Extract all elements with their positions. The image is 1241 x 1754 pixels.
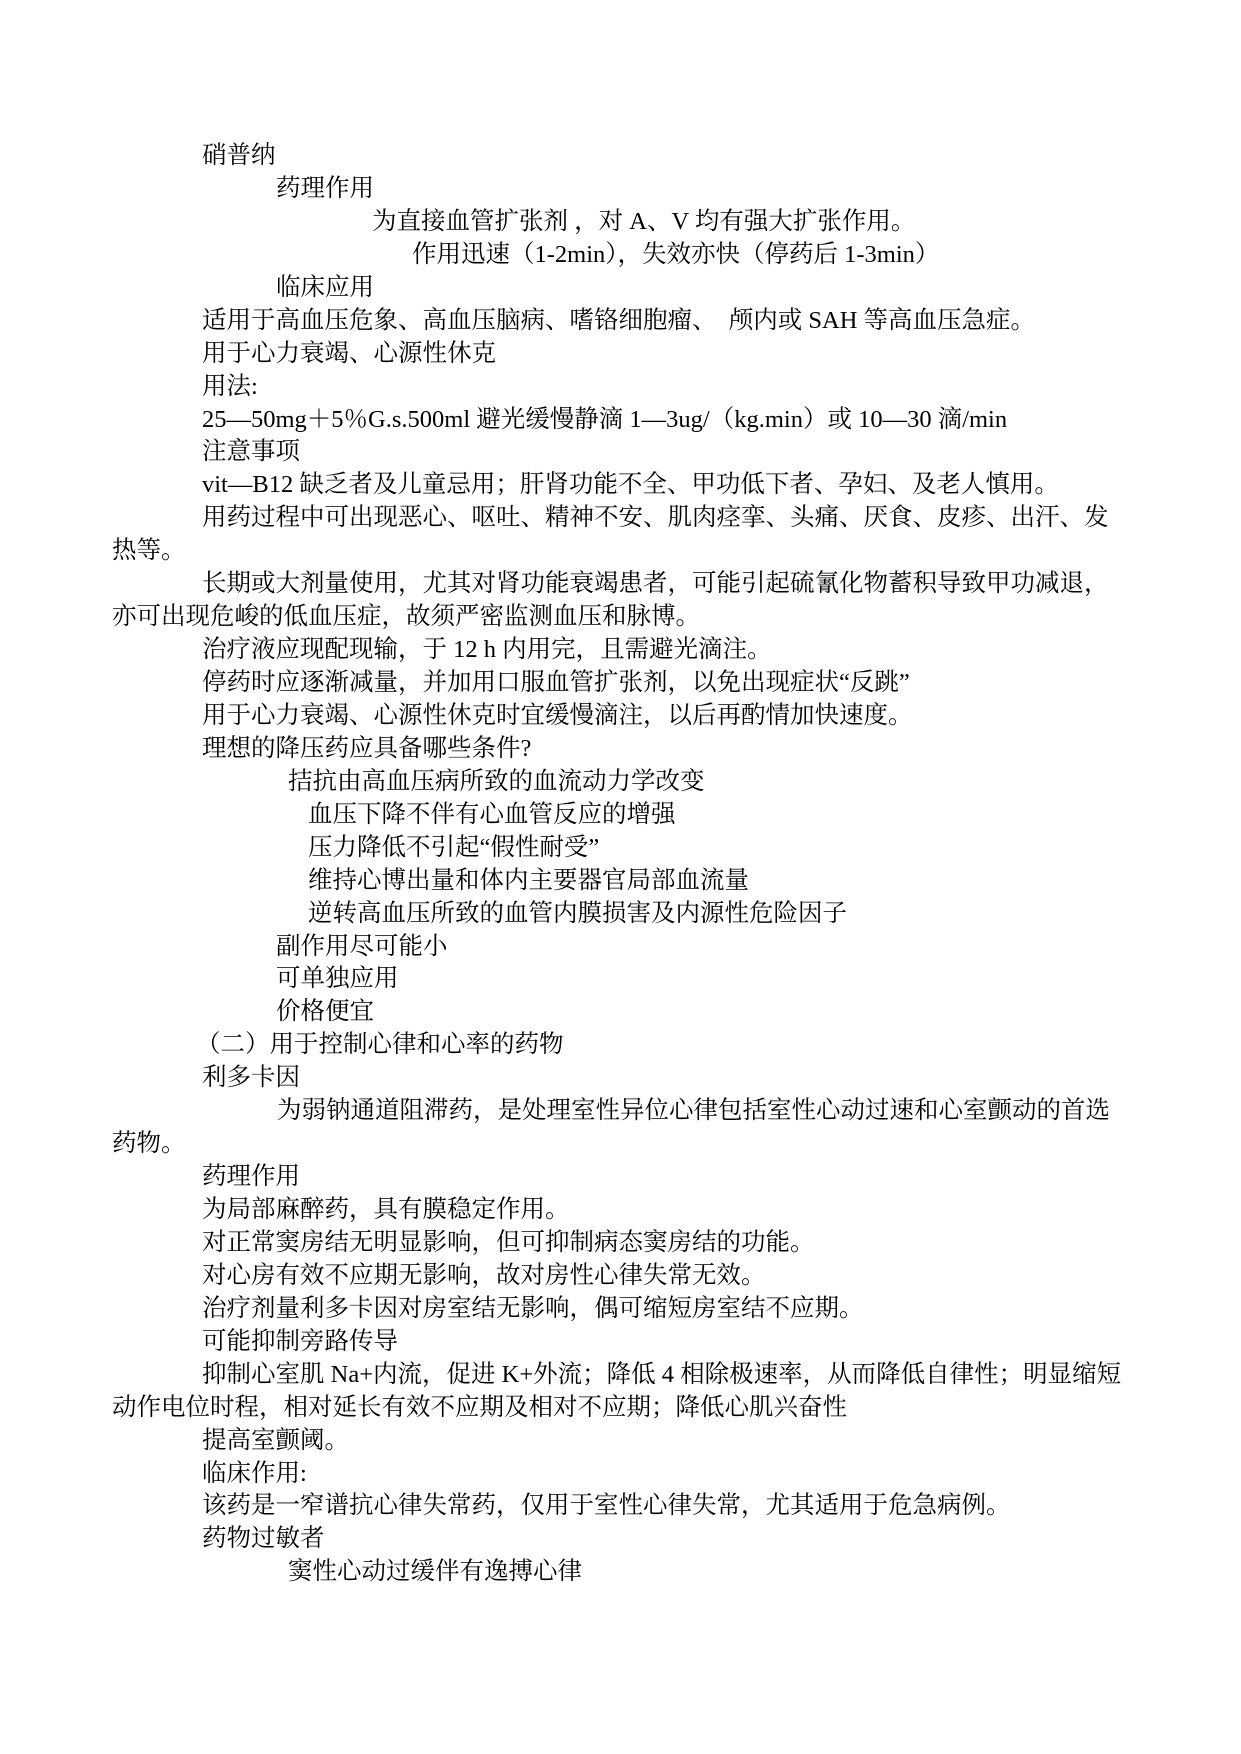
document-line: 对心房有效不应期无影响，故对房性心律失常无效。 bbox=[202, 1261, 766, 1289]
document-line: 适用于高血压危象、高血压脑病、嗜铬细胞瘤、 颅内或 SAH 等高血压急症。 bbox=[202, 306, 1036, 334]
document-line: 提高室颤阈。 bbox=[202, 1426, 349, 1454]
document-line: 价格便宜 bbox=[276, 998, 374, 1026]
document-line: 压力降低不引起“假性耐受” bbox=[308, 833, 600, 861]
document-line: 作用迅速（1-2min），失效亦快（停药后 1-3min） bbox=[412, 240, 940, 268]
document-line: 药物过敏者 bbox=[202, 1525, 325, 1553]
document-line: 该药是一窄谱抗心律失常药，仅用于室性心律失常，尤其适用于危急病例。 bbox=[202, 1492, 1011, 1520]
document-line: 25—50mg＋5％G.s.500ml 避光缓慢静滴 1—3ug/（kg.min）或 10—30 滴/min bbox=[202, 405, 1008, 433]
document-line: 为直接血管扩张剂 ，对 A、V 均有强大扩张作用。 bbox=[372, 207, 916, 235]
document-body bbox=[112, 140, 1129, 1589]
document-line: 药理作用 bbox=[202, 1163, 300, 1191]
document-line: 治疗液应现配现输，于 12 h 内用完，且需避光滴注。 bbox=[202, 636, 772, 664]
document-line: 副作用尽可能小 bbox=[276, 932, 448, 960]
document-line: （二）用于控制心律和心率的药物 bbox=[196, 1031, 564, 1059]
document-line: 为弱钠通道阻滞药，是处理室性异位心律包括室性心动过速和心室颤动的首选药物。 bbox=[112, 1097, 1110, 1158]
document-line: 抑制心室肌 Na+内流，促进 K+外流；降低 4 相除极速率，从而降低自律性；明显缩短动作电位时程，相对延长有效不应期及相对不应期；降低心肌兴奋性 bbox=[112, 1360, 1122, 1421]
document-line: 注意事项 bbox=[202, 438, 300, 466]
document-line: 硝普纳 bbox=[202, 142, 276, 169]
document-line: 治疗剂量利多卡因对房室结无影响，偶可缩短房室结不应期。 bbox=[202, 1294, 864, 1322]
document-line: 逆转高血压所致的血管内膜损害及内源性危险因子 bbox=[308, 899, 847, 927]
document-line: 理想的降压药应具备哪些条件? bbox=[202, 734, 532, 762]
document-line: 停药时应逐渐减量，并加用口服血管扩张剂，以免出现症状“反跳” bbox=[202, 669, 910, 696]
document-line: 用法: bbox=[202, 372, 258, 400]
document-line: 对正常窦房结无明显影响，但可抑制病态窦房结的功能。 bbox=[202, 1228, 815, 1256]
document-line: 长期或大剂量使用，尤其对肾功能衰竭患者，可能引起硫氰化物蓄积导致甲功减退，亦可出现危峻的低血压症，故须严密监测血压和脉博。 bbox=[112, 570, 1109, 631]
document-line: vit—B12 缺乏者及儿童忌用；肝肾功能不全、甲功低下者、孕妇、及老人慎用。 bbox=[202, 471, 1059, 499]
document-line: 为局部麻醉药，具有膜稳定作用。 bbox=[202, 1196, 570, 1223]
document-line: 血压下降不伴有心血管反应的增强 bbox=[308, 800, 676, 828]
document-line: 临床应用 bbox=[276, 273, 374, 301]
document-line: 利多卡因 bbox=[202, 1064, 300, 1092]
document-line: 可能抑制旁路传导 bbox=[202, 1327, 398, 1355]
document-line: 拮抗由高血压病所致的血流动力学改变 bbox=[288, 767, 705, 795]
document-line: 用药过程中可出现恶心、呕吐、精神不安、肌肉痉挛、头痛、厌食、皮疹、出汗、发热等。 bbox=[112, 504, 1109, 565]
document-line: 临床作用: bbox=[202, 1459, 307, 1487]
document-line: 药理作用 bbox=[276, 174, 374, 202]
document-line: 用于心力衰竭、心源性休克 bbox=[202, 339, 496, 367]
document-line: 维持心博出量和体内主要器官局部血流量 bbox=[308, 866, 749, 894]
document-line: 可单独应用 bbox=[276, 965, 399, 993]
document-line: 窦性心动过缓伴有逸搏心律 bbox=[288, 1558, 582, 1586]
document-line: 用于心力衰竭、心源性休克时宜缓慢滴注，以后再酌情加快速度。 bbox=[202, 701, 913, 729]
